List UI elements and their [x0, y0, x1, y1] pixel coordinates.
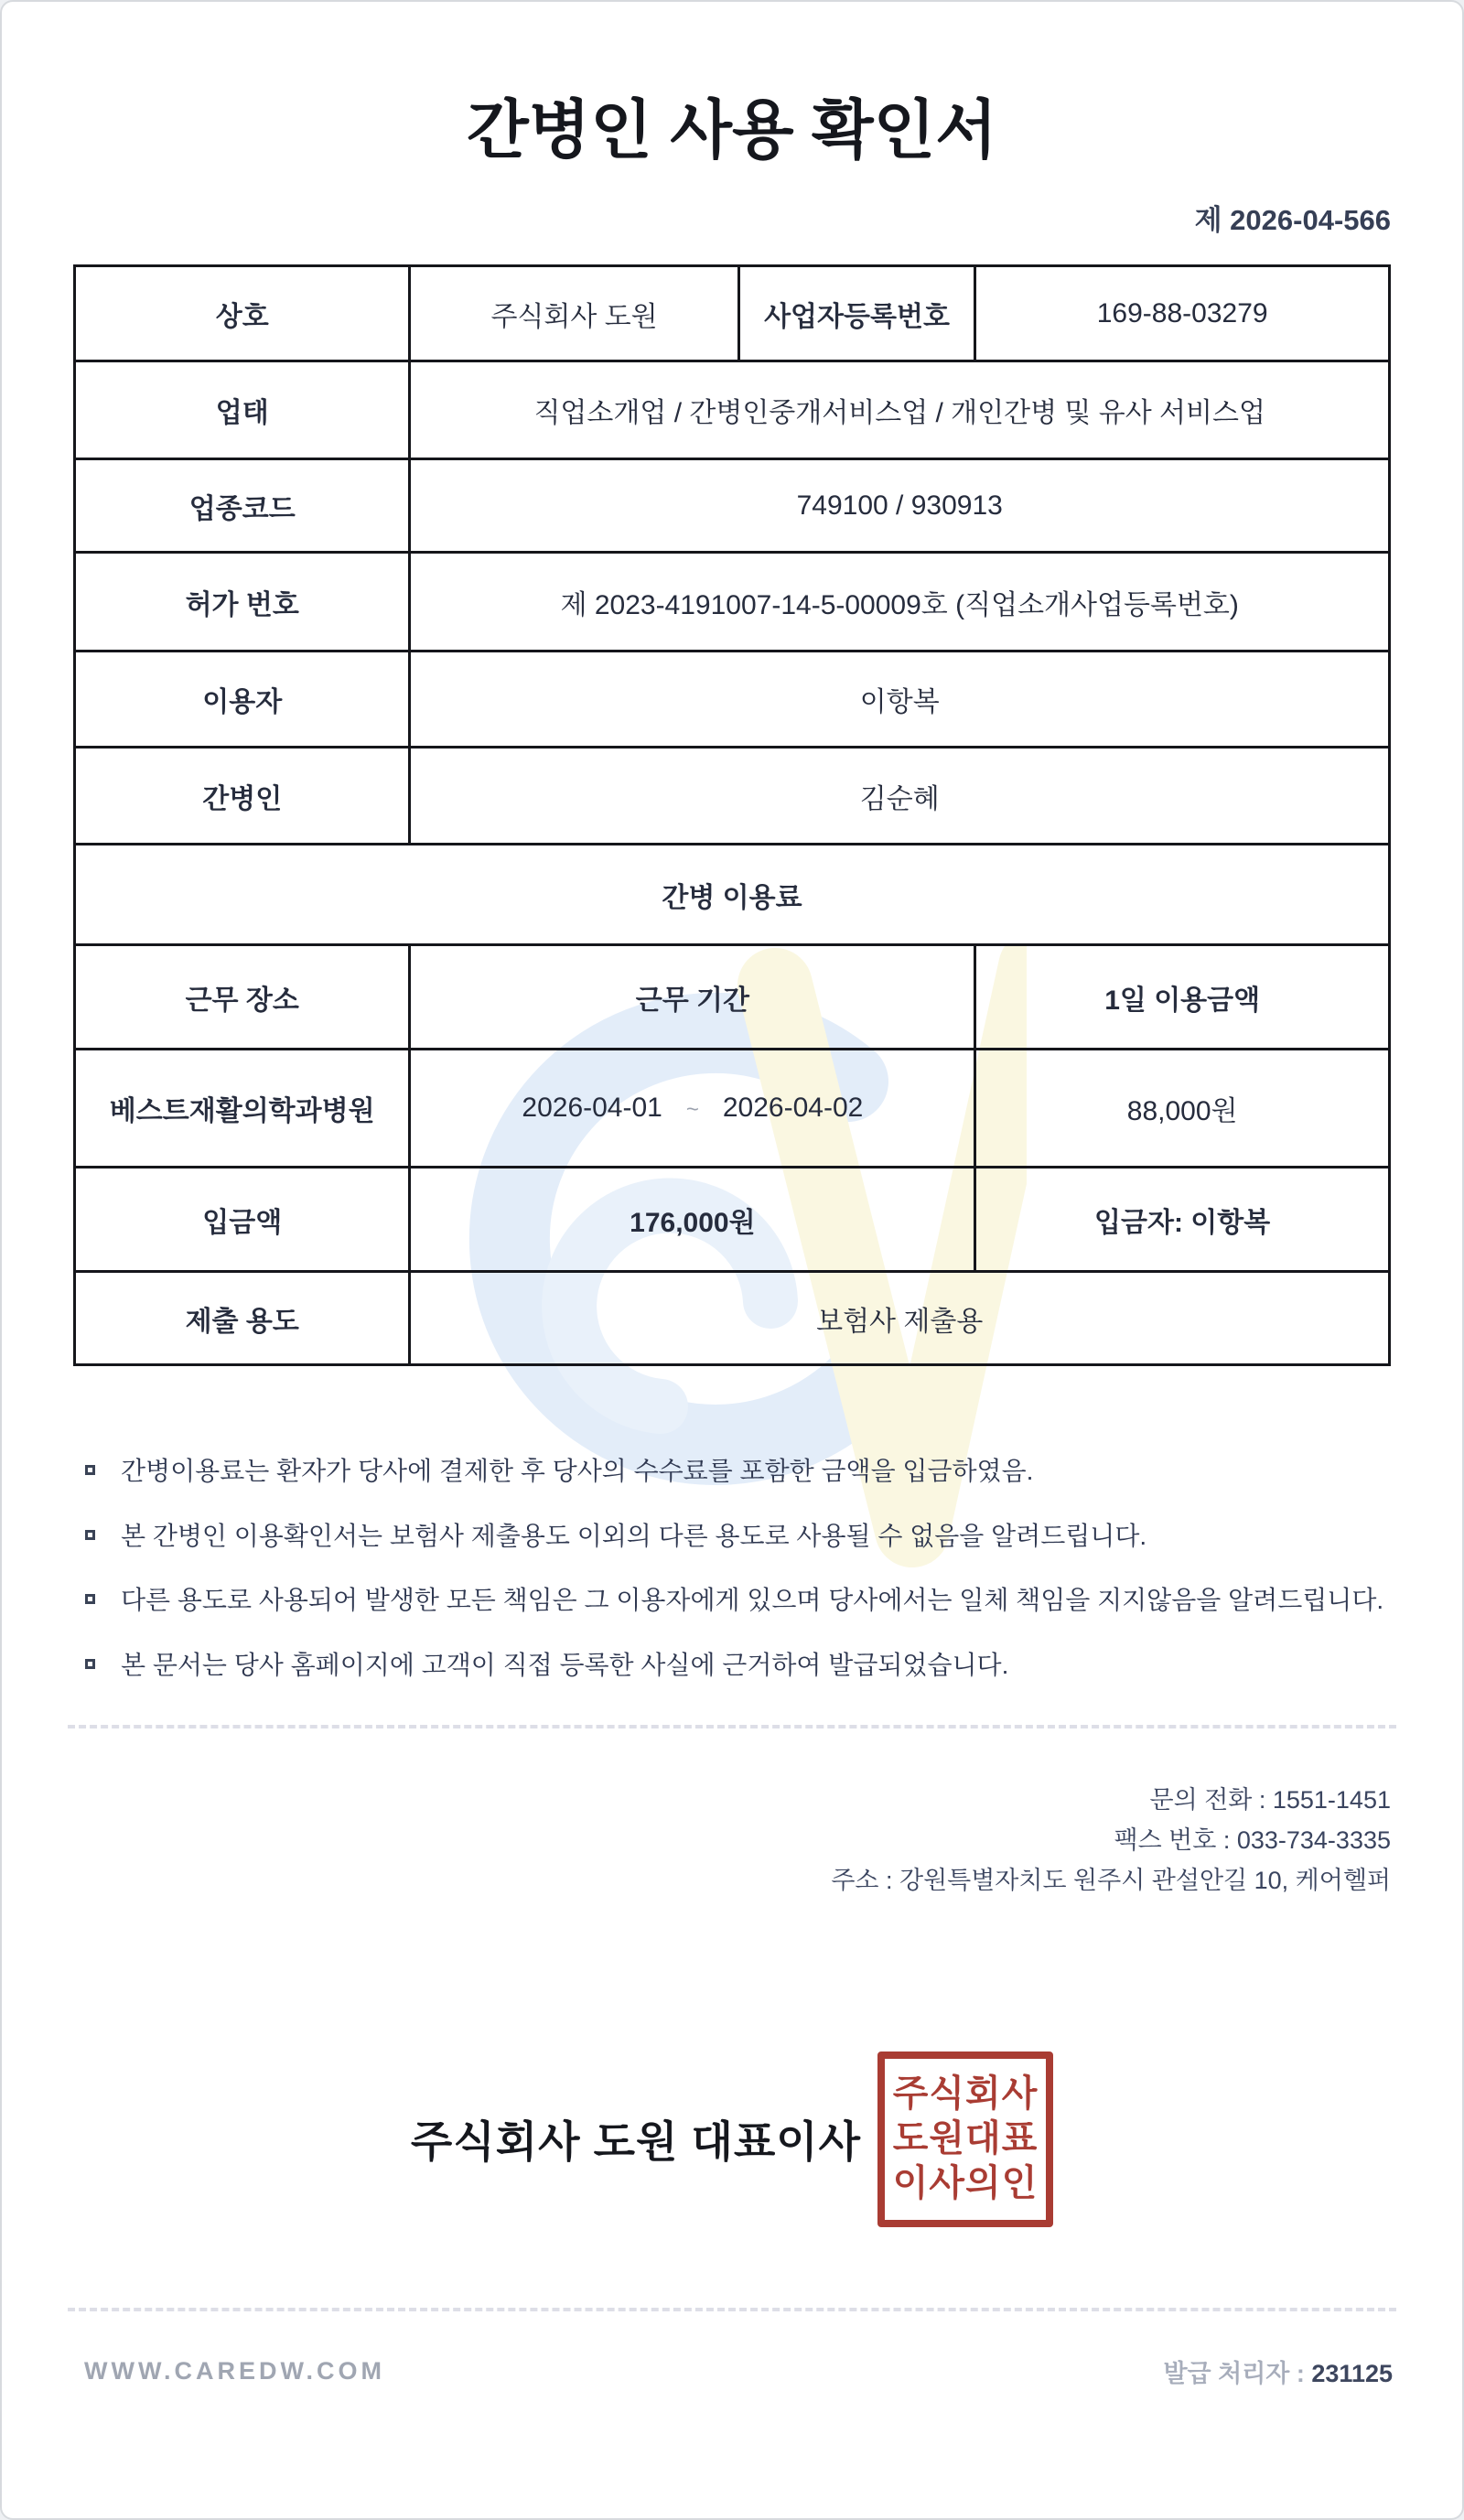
list-item: [85, 1647, 1394, 1685]
industry-code-label: 업종코드: [75, 459, 410, 553]
issuer-info: [1163, 2353, 1393, 2389]
permit-number-label: 허가 번호: [75, 553, 410, 652]
list-item: [85, 1453, 1394, 1491]
contact-fax: 팩스 번호 : 033-734-3335: [1114, 1825, 1391, 1854]
period-end: 2026-04-02: [722, 1093, 864, 1124]
table-row: [75, 361, 1390, 459]
table-row: [75, 652, 1390, 748]
contact-phone: 문의 전화 : 1551-1451: [1149, 1785, 1391, 1814]
corporate-seal-stamp: [877, 2052, 1053, 2227]
stamp-line: 이사의인: [892, 2162, 1039, 2203]
period-separator: ~: [685, 1097, 699, 1123]
user-label: 이용자: [75, 652, 410, 748]
website-url: WWW.CAREDW.COM: [84, 2356, 385, 2385]
signature-block: [2, 2052, 1462, 2227]
divider: [68, 1725, 1396, 1728]
fee-header-row: [75, 945, 1390, 1050]
ceo-signature-text: 주식회사 도원 대표이사: [410, 2117, 862, 2167]
company-name-value: 주식회사 도원: [410, 266, 738, 361]
issuer-value: 231125: [1311, 2359, 1393, 2387]
business-type-label: 업태: [75, 361, 410, 459]
work-period-header: 근무 기간: [410, 945, 975, 1050]
deposit-row: [75, 1168, 1390, 1272]
user-value: 이항복: [410, 652, 1390, 748]
fee-data-row: [75, 1050, 1390, 1168]
table-row: [75, 748, 1390, 845]
work-place-header: 근무 장소: [75, 945, 410, 1050]
square-bullet-icon: [85, 1530, 95, 1540]
confirmation-table: [73, 264, 1391, 1366]
contact-info: [73, 1780, 1391, 1901]
business-reg-no-label: 사업자등록번호: [738, 266, 975, 361]
purpose-row: [75, 1272, 1390, 1365]
table-row: [75, 266, 1390, 361]
industry-code-value: 749100 / 930913: [410, 459, 1390, 553]
period-start: 2026-04-01: [522, 1093, 662, 1124]
stamp-line: 주식회사: [892, 2073, 1039, 2115]
square-bullet-icon: [85, 1465, 95, 1475]
list-item: [85, 1582, 1394, 1620]
purpose-value: 보험사 제출용: [410, 1272, 1390, 1365]
table-section-header-row: [75, 845, 1390, 945]
business-reg-no-value: 169-88-03279: [975, 266, 1390, 361]
page-title: 간병인 사용 확인서: [467, 94, 997, 166]
stamp-line: 도원대표: [892, 2118, 1039, 2159]
company-name-label: 상호: [75, 266, 410, 361]
caregiver-value: 김순혜: [410, 748, 1390, 845]
divider: [68, 2308, 1396, 2311]
fee-section-title: 간병 이용료: [75, 845, 1390, 945]
work-period-value: [410, 1050, 975, 1168]
note-text: 본 간병인 이용확인서는 보험사 제출용도 이외의 다른 용도로 사용될 수 없음을 알려드립니다.: [121, 1521, 1147, 1550]
square-bullet-icon: [85, 1659, 95, 1669]
square-bullet-icon: [85, 1594, 95, 1604]
purpose-label: 제출 용도: [75, 1272, 410, 1365]
note-text: 본 문서는 당사 홈페이지에 고객이 직접 등록한 사실에 근거하여 발급되었습니다.: [121, 1650, 1009, 1679]
daily-amount-header: 1일 이용금액: [975, 945, 1390, 1050]
list-item: [85, 1518, 1394, 1556]
document-number: 제 2026-04-566: [1194, 204, 1391, 236]
business-type-value: 직업소개업 / 간병인중개서비스업 / 개인간병 및 유사 서비스업: [410, 361, 1390, 459]
depositor-name: 입금자: 이항복: [975, 1168, 1390, 1272]
deposit-label: 입금액: [75, 1168, 410, 1272]
notes-list: [70, 1453, 1394, 1684]
page-footer: [71, 2353, 1393, 2389]
caregiver-label: 간병인: [75, 748, 410, 845]
note-text: 간병이용료는 환자가 당사에 결제한 후 당사의 수수료를 포함한 금액을 입금하였음.: [121, 1457, 1034, 1486]
work-place-value: 베스트재활의학과병원: [75, 1050, 410, 1168]
deposit-amount: 176,000원: [410, 1168, 975, 1272]
contact-address: 주소 : 강원특별자치도 원주시 관설안길 10, 케어헬퍼: [831, 1866, 1391, 1894]
issuer-label: 발급 처리자 :: [1163, 2359, 1305, 2387]
table-row: [75, 553, 1390, 652]
daily-amount-value: 88,000원: [975, 1050, 1390, 1168]
note-text: 다른 용도로 사용되어 발생한 모든 책임은 그 이용자에게 있으며 당사에서는 일체 책임을 지지않음을 알려드립니다.: [121, 1586, 1384, 1615]
table-row: [75, 459, 1390, 553]
permit-number-value: 제 2023-4191007-14-5-00009호 (직업소개사업등록번호): [410, 553, 1390, 652]
